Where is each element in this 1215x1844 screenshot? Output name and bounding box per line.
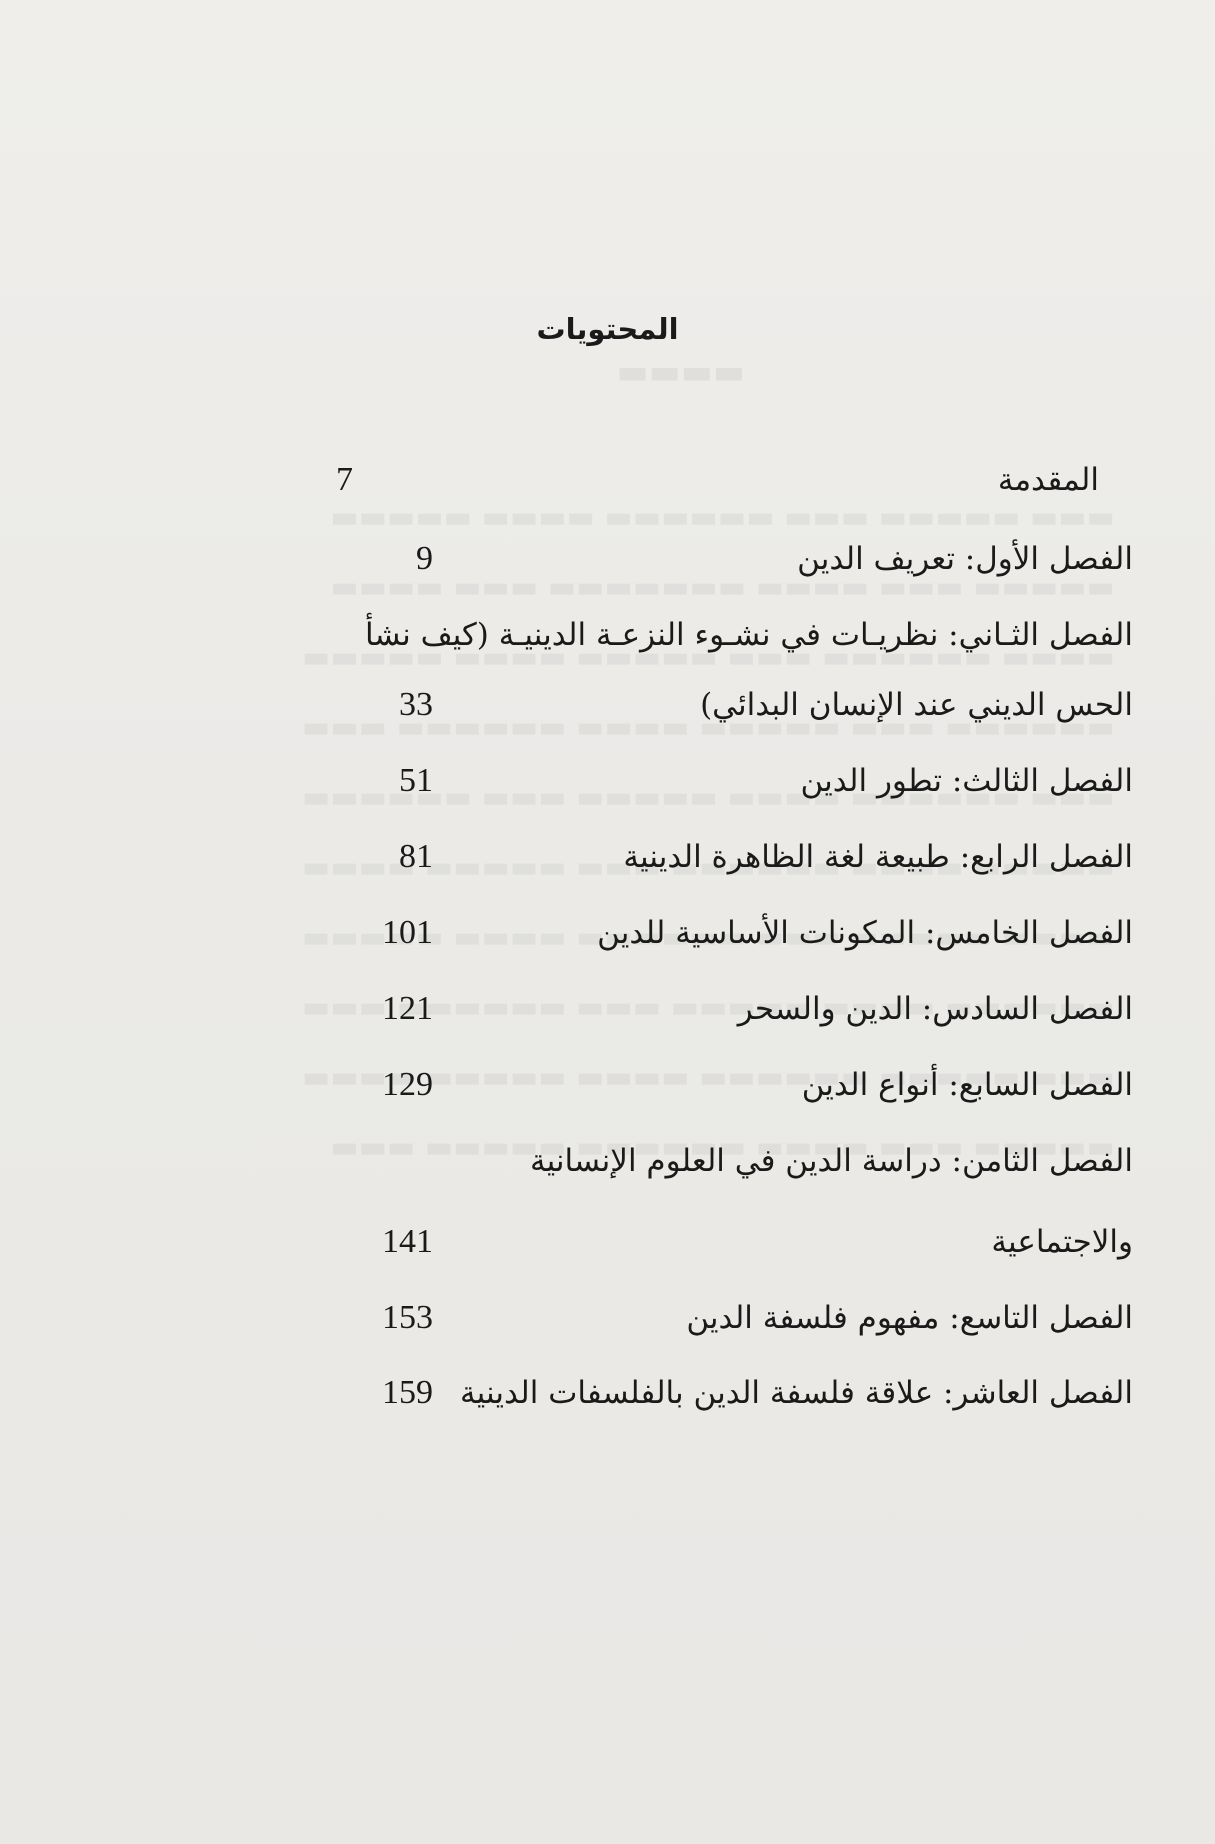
toc-entry-page: 7 xyxy=(336,461,353,498)
toc-entry xyxy=(83,610,1133,660)
toc-entry xyxy=(83,908,1133,958)
toc-entry-title: الحس الديني عند الإنسان البدائي) xyxy=(700,687,1133,723)
toc-entry xyxy=(83,984,1133,1034)
toc-entry xyxy=(83,455,1133,505)
toc-entry xyxy=(83,756,1133,806)
toc-entry xyxy=(83,1136,1133,1186)
toc-entry-page: 141 xyxy=(382,1223,433,1260)
toc-entry-page: 129 xyxy=(382,1066,433,1103)
toc-entry xyxy=(83,534,1133,584)
toc-entry-page: 101 xyxy=(382,914,433,951)
toc-entry-continuation xyxy=(83,1217,1133,1267)
toc-entry-title: الفصل الأول: تعريف الدين xyxy=(797,541,1133,577)
toc-entry-title: المقدمة xyxy=(997,462,1099,498)
toc-entry-title: الفصل التاسع: مفهوم فلسفة الدين xyxy=(686,1300,1133,1336)
page-title: المحتويات xyxy=(536,312,679,346)
toc-entry-title: الفصل الثامن: دراسة الدين في العلوم الإنسانية xyxy=(529,1143,1133,1179)
toc-entry xyxy=(83,832,1133,882)
bleed-through-texture: ▬▬▬▬ xyxy=(616,352,745,392)
toc-entry-page: 159 xyxy=(382,1374,433,1411)
bleed-through-texture xyxy=(330,500,1115,535)
toc-entry xyxy=(83,1293,1133,1343)
toc-entry-page: 9 xyxy=(416,540,433,577)
toc-entry-title: الفصل الخامس: المكونات الأساسية للدين xyxy=(597,915,1133,951)
toc-entry-page: 33 xyxy=(399,686,433,723)
toc-entry xyxy=(83,1060,1133,1110)
toc-entry-continuation xyxy=(83,680,1133,730)
toc-entry-title: الفصل الثـاني: نظريـات في نشـوء النزعـة الدينيـة (كيف نشأ xyxy=(364,617,1133,653)
toc-entry-title: والاجتماعية xyxy=(991,1224,1133,1260)
toc-entry-page: 121 xyxy=(382,990,433,1027)
toc-entry-title: الفصل الثالث: تطور الدين xyxy=(800,763,1133,799)
toc-entry-title: الفصل السادس: الدين والسحر xyxy=(737,991,1133,1027)
toc-entry-title: الفصل العاشر: علاقة فلسفة الدين بالفلسفات الدينية xyxy=(460,1375,1133,1411)
toc-entry-title: الفصل السابع: أنواع الدين xyxy=(801,1067,1133,1103)
toc-entry-page: 51 xyxy=(399,762,433,799)
toc-entry-title: الفصل الرابع: طبيعة لغة الظاهرة الدينية xyxy=(623,839,1133,875)
toc-entry-page: 81 xyxy=(399,838,433,875)
toc-entry xyxy=(83,1368,1133,1418)
toc-entry-page: 153 xyxy=(382,1299,433,1336)
